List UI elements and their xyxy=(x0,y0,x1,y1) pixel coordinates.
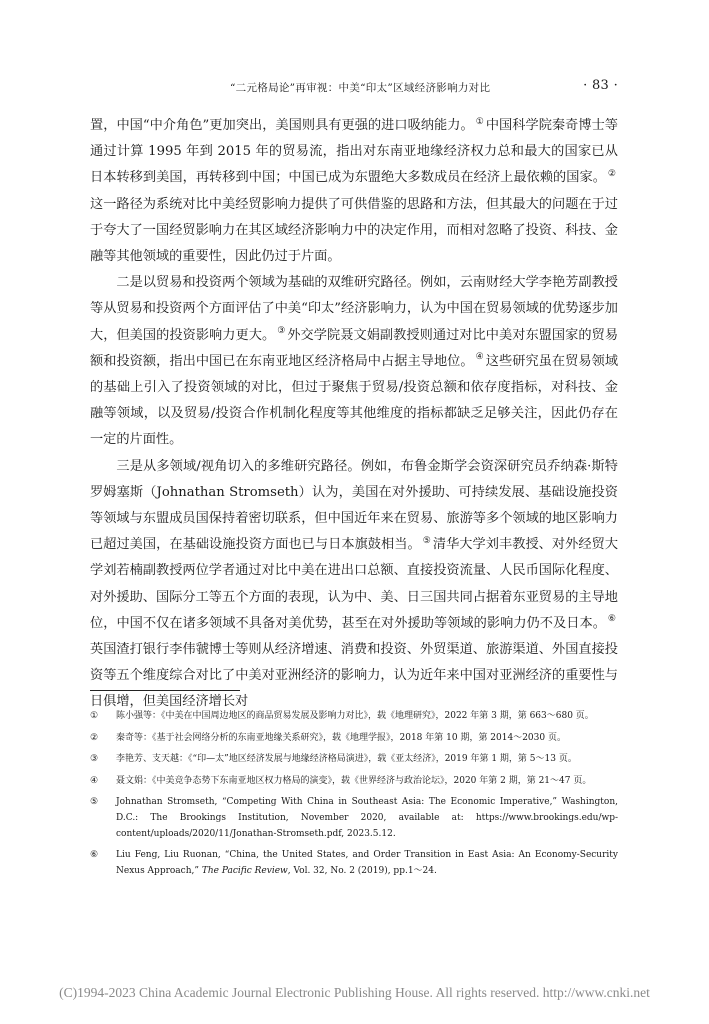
text-run: 置，中国“中介角色”更加突出，美国则具有更强的进口吸纳能力。 xyxy=(90,118,474,133)
text-run: 李艳芳、支天越：《“印—太”地区经济发展与地缘经济格局演进》，载《亚太经济》，2019 年第 1 期，第 5～13 页。 xyxy=(116,754,577,765)
body-paragraph xyxy=(90,113,618,270)
footnote-marker: ⑥ xyxy=(90,850,99,861)
text-run: 这些研究虽在贸易领域的基础上引入了投资领域的对比，但过于聚焦于贸易/投资总额和依存度指标，对科技、金融等领域，以及贸易/投资合作机制化程度等其他维度的指标都缺乏足够关注，因此仍存在一定的片面性。 xyxy=(90,353,619,448)
text-run: 聂文娟：《中美竞争态势下东南亚地区权力格局的演变》，载《世界经济与政治论坛》，2020 年第 2 期，第 21～47 页。 xyxy=(116,775,592,786)
text-run: 陈小强等：《中美在中国周边地区的商品贸易发展及影响力对比》，载《地理研究》，2022 年第 3 期，第 663～680 页。 xyxy=(116,711,594,721)
footnote-marker: ④ xyxy=(90,775,99,786)
footnote-ref[interactable]: ④ xyxy=(475,352,484,363)
body-paragraph xyxy=(90,454,618,716)
journal-title: The Pacific Review xyxy=(201,865,288,876)
footnote-ref[interactable]: ① xyxy=(475,116,484,127)
body-text xyxy=(90,113,618,716)
footnote-item xyxy=(90,795,618,842)
footnote-marker: ② xyxy=(90,732,99,743)
footnote-divider xyxy=(90,690,240,691)
footnotes xyxy=(90,709,618,885)
copyright-footer: (C)1994-2023 China Academic Journal Electronic Publishing House. All rights reserved. http://www.cnki.net xyxy=(59,985,650,1000)
text-run: 清华大学刘丰教授、对外经贸大学刘若楠副教授两位学者通过对比中美在进出口总额、直接投资流量、人民币国际化程度、对外援助、国际分工等五个方面的表现，认为中、美、日三国共同占据着东亚贸易的主导地位，中国不仅在诸多领域不具备对美优势，甚至在对外援助等领域的影响力仍不及日本。 xyxy=(90,537,619,631)
footnote-ref[interactable]: ⑥ xyxy=(607,614,616,625)
footnote-marker: ③ xyxy=(90,754,99,765)
footnote-item xyxy=(90,848,618,879)
running-header xyxy=(90,78,618,98)
footnote-item xyxy=(90,774,618,790)
text-run: 二是以贸易和投资两个领域为基础的双维研究路径。例如，云南财经大学李艳芳副教授等从贸易和投资两个方面评估了中美“印太”经济影响力，认为中国在贸易领域的优势逐步加大，但美国的投资影响力更大。 xyxy=(90,275,618,343)
footnote-item xyxy=(90,752,618,768)
footnote-item xyxy=(90,731,618,747)
text-run: Johnathan Stromseth, “Competing With China in Southeast Asia: The Economic Imperative,” Washington, D.C.: The Brookings Institution, November 2020, available at: https://www.brookings.edu/wp-content/uploads/2020/11/Jonathan-Stromseth.pdf, 2023.5.12. xyxy=(116,797,618,839)
text-run: Liu Feng, Liu Ruonan, “China, the United States, and Order Transition in East Asia: An Economy-Security Nexus Approach,” xyxy=(116,850,618,876)
page-number: · 83 · xyxy=(583,78,618,93)
footnote-marker: ① xyxy=(90,711,99,721)
body-paragraph xyxy=(90,270,618,453)
text-run: , Vol. 32, No. 2 (2019), pp.1～24. xyxy=(287,865,437,876)
footnote-ref[interactable]: ③ xyxy=(277,326,286,337)
footnote-item xyxy=(90,709,618,725)
text-run: 外交学院聂文娟副教授则通过对比中美对东盟国家的贸易额和投资额，指出中国已在东南亚地区经济格局中占据主导地位。 xyxy=(90,327,619,369)
text-run: 中国科学院秦奇博士等通过计算 1995 年到 2015 年的贸易流，指出对东南亚地缘经济权力总和最大的国家已从日本转移到美国，再转移到中国；中国已成为东盟绝大多数成员在经济上最依赖的国家。 xyxy=(90,118,618,186)
text-run: 秦奇等：《基于社会网络分析的东南亚地缘关系研究》，载《地理学报》，2018 年第 10 期，第 2014～2030 页。 xyxy=(116,732,566,743)
text-run: 三是从多领域/视角切入的多维研究路径。例如，布鲁金斯学会资深研究员乔纳森·斯特罗姆塞斯（Johnathan Stromseth）认为，美国在对外援助、可持续发展、基础设施投资等领域与东盟成员国保持着密切联系，但中国近年来在贸易、旅游等多个领域的地区影响力已超过美国，在基础设施投资方面也已与日本旗鼓相当。 xyxy=(90,458,618,553)
text-run: 英国渣打银行李伟虢博士等则从经济增速、消费和投资、外贸渠道、旅游渠道、外国直接投资等五个维度综合对比了中美对亚洲经济的影响力，认为近年来中国对亚洲经济的重要性与日俱增，但美国经济增长对 xyxy=(90,642,618,710)
running-title: “二元格局论”再审视：中美“印太”区域经济影响力对比 xyxy=(230,82,491,94)
footnote-ref[interactable]: ② xyxy=(607,169,616,180)
footnote-marker: ⑤ xyxy=(90,797,99,808)
text-run: 这一路径为系统对比中美经贸影响力提供了可供借鉴的思路和方法，但其最大的问题在于过于夸大了一国经贸影响力在其区域经济影响力中的决定作用，而相对忽略了投资、科技、金融等其他领域的重要性，因此仍过于片面。 xyxy=(90,196,618,265)
footnote-ref[interactable]: ⑤ xyxy=(422,535,431,546)
